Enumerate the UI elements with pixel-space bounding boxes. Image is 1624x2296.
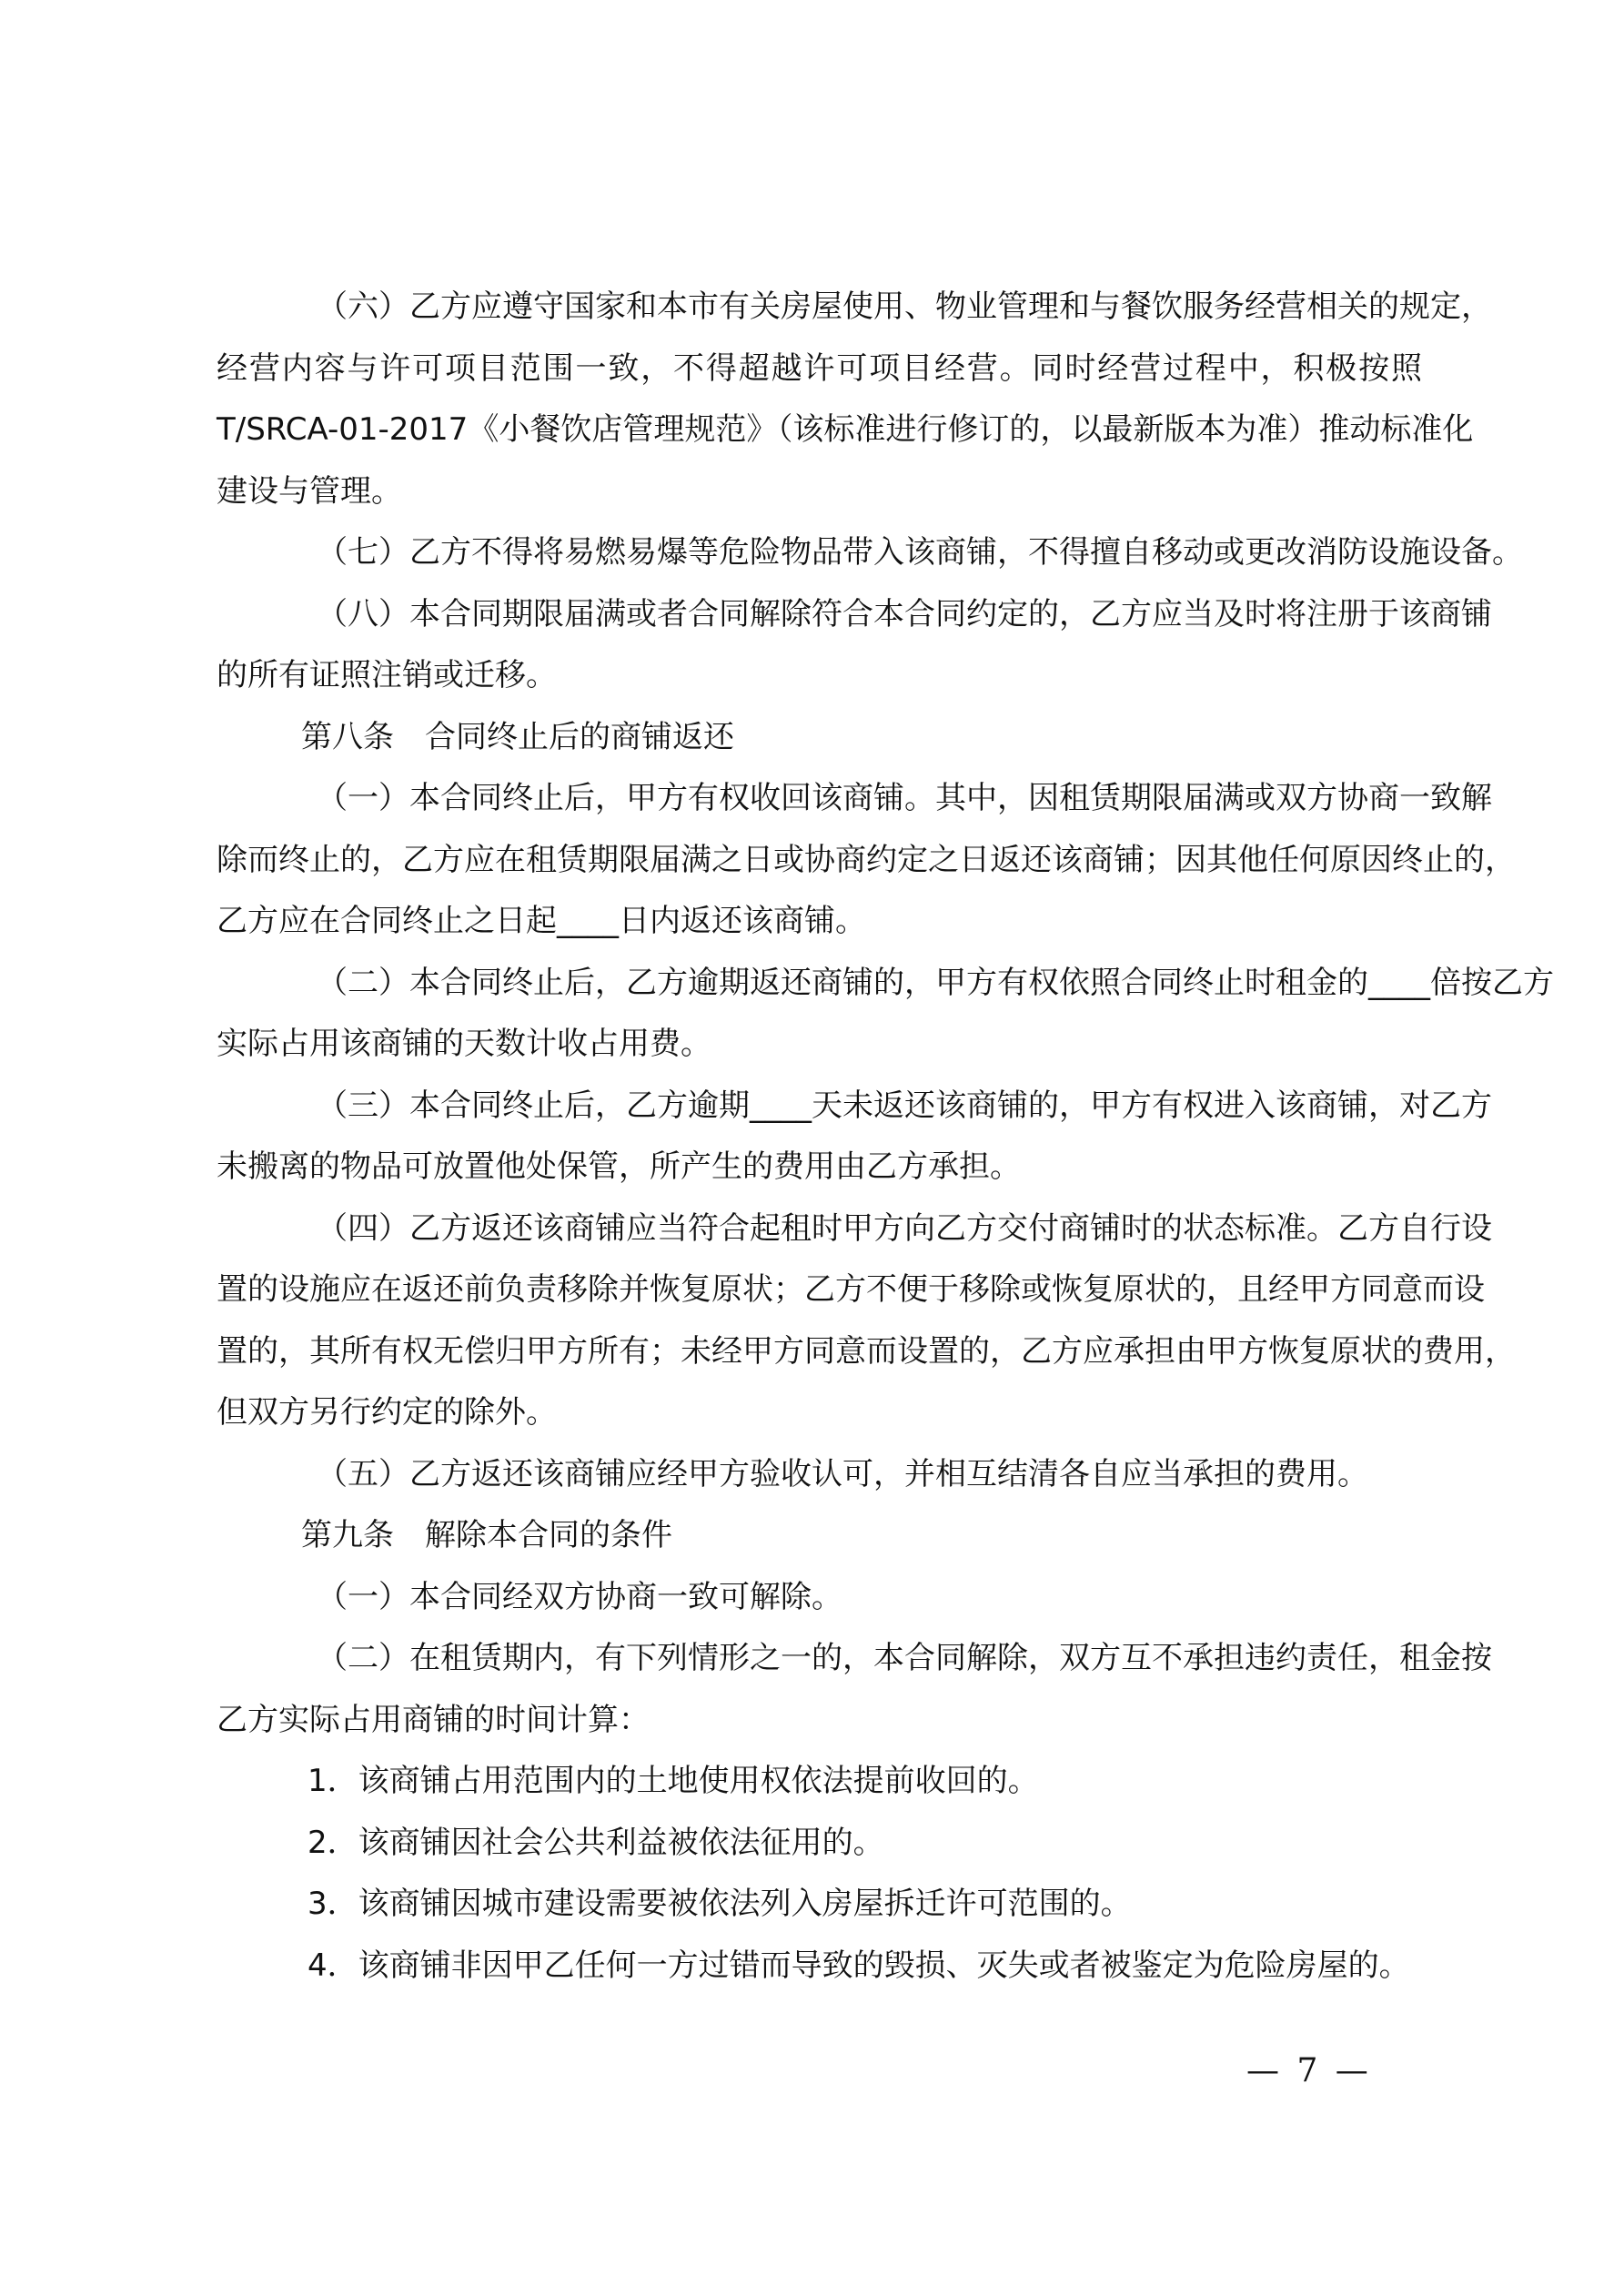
text-line: 第八条 合同终止后的商铺返还 [301,718,734,755]
section-heading [217,1505,1422,1567]
text-line: 未搬离的物品可放置他处保管，所产生的费用由乙方承担。 [217,1148,1021,1185]
paragraph [217,953,1554,1076]
text-line: （四）乙方返还该商铺应当符合起租时甲方向乙方交付商铺时的状态标准。乙方自行设 [317,1209,1492,1247]
text-line: T/SRCA-01-2017《小餐饮店管理规范》（该标准进行修订的，以最新版本为准）推动标准化 [217,411,1474,448]
text-line: （三）本合同终止后，乙方逾期____天未返还该商铺的，甲方有权进入该商铺，对乙方 [317,1087,1492,1124]
list-item [217,1751,1422,1813]
text-line: （八）本合同期限届满或者合同解除符合本合同约定的，乙方应当及时将注册于该商铺 [317,595,1492,632]
paragraph [217,768,1516,953]
paragraph [217,277,1492,522]
text-line: 乙方实际占用商铺的时间计算： [217,1701,650,1738]
paragraph [217,1076,1492,1199]
list-item [217,1874,1422,1936]
text-line: （五）乙方返还该商铺应经甲方验收认可，并相互结清各自应当承担的费用。 [317,1455,1368,1492]
text-line: （七）乙方不得将易燃易爆等危险物品带入该商铺，不得擅自移动或更改消防设施设备。 [317,534,1523,571]
paragraph [217,1567,1422,1629]
page-number: — 7 — [1246,2052,1372,2089]
text-line: 1．该商铺占用范围内的土地使用权依法提前收回的。 [308,1763,1039,1799]
text-line: 置的设施应在返还前负责移除并恢复原状；乙方不便于移除或恢复原状的，且经甲方同意而设 [217,1271,1485,1308]
document-body [217,277,1554,1997]
text-line: （二）在租赁期内，有下列情形之一的，本合同解除，双方互不承担违约责任，租金按 [317,1640,1492,1676]
text-line: 乙方应在合同终止之日起____日内返还该商铺。 [217,903,866,939]
text-line: 置的，其所有权无偿归甲方所有；未经甲方同意而设置的，乙方应承担由甲方恢复原状的费用， [217,1332,1516,1370]
paragraph [217,522,1523,584]
paragraph [217,1199,1516,1444]
text-line: 4．该商铺非因甲乙任何一方过错而导致的毁损、灭失或者被鉴定为危险房屋的。 [308,1947,1410,1984]
paragraph [217,1444,1422,1506]
text-line: 2．该商铺因社会公共利益被依法征用的。 [308,1824,884,1861]
list-item [217,1813,1422,1875]
text-line: （二）本合同终止后，乙方逾期返还商铺的，甲方有权依照合同终止时租金的____倍按乙方 [317,964,1554,1001]
list-item [217,1936,1422,1998]
paragraph [217,1628,1492,1751]
text-line: 3．该商铺因城市建设需要被依法列入房屋拆迁许可范围的。 [308,1886,1132,1922]
text-line: 经营内容与许可项目范围一致，不得超越许可项目经营。同时经营过程中，积极按照 [217,349,1422,387]
text-line: （一）本合同经双方协商一致可解除。 [317,1578,842,1615]
text-line: 但双方另行约定的除外。 [217,1394,557,1431]
text-line: （六）乙方应遵守国家和本市有关房屋使用、物业管理和与餐饮服务经营相关的规定， [317,288,1492,325]
section-heading [217,707,1422,769]
paragraph [217,584,1492,707]
text-line: 实际占用该商铺的天数计收占用费。 [217,1026,711,1062]
text-line: 第九条 解除本合同的条件 [301,1517,672,1553]
text-line: （一）本合同终止后，甲方有权收回该商铺。其中，因租赁期限届满或双方协商一致解 [317,780,1492,816]
text-line: 建设与管理。 [217,472,402,510]
text-line: 除而终止的，乙方应在租赁期限届满之日或协商约定之日返还该商铺；因其他任何原因终止的， [217,841,1516,878]
text-line: 的所有证照注销或迁移。 [217,657,557,693]
